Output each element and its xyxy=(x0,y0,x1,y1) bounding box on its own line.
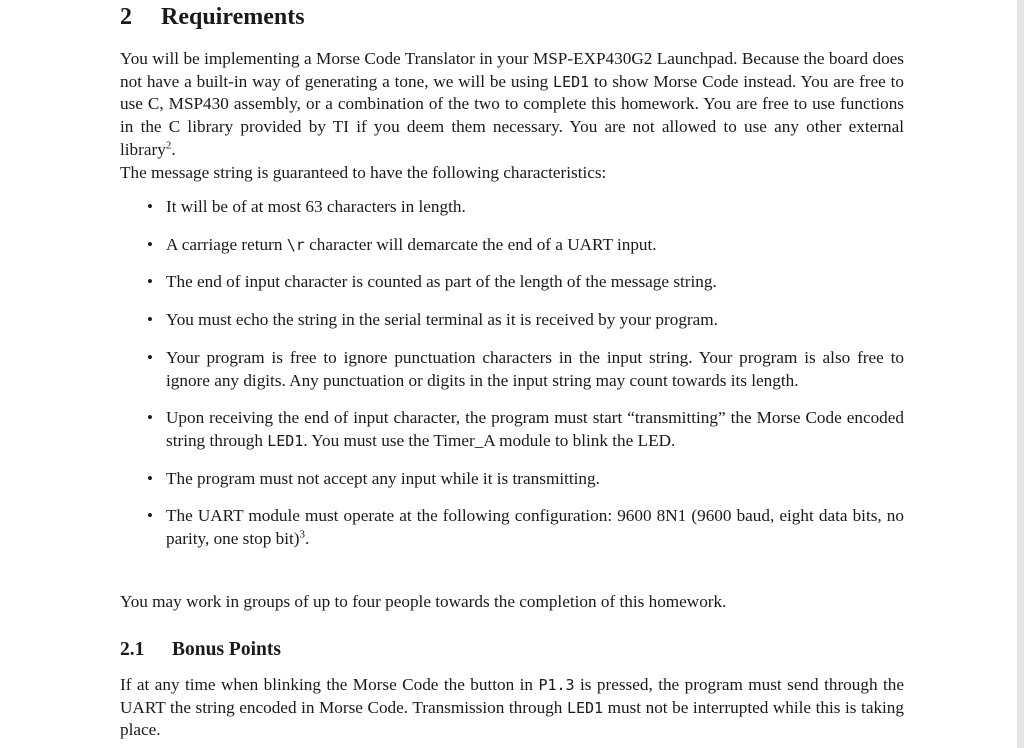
footnote-ref-3[interactable]: 3 xyxy=(299,528,305,541)
list-item xyxy=(120,309,904,332)
bonus-paragraph xyxy=(120,674,904,742)
code-led1: LED1 xyxy=(553,72,590,91)
intro-characteristics-line: The message string is guaranteed to have the following characteristics: xyxy=(120,162,607,182)
bullet-text: It will be of at most 63 characters in length. xyxy=(166,197,466,216)
list-item xyxy=(120,407,904,452)
code-led1: LED1 xyxy=(267,431,304,450)
bullet-text: character will demarcate the end of a UART input. xyxy=(304,234,657,254)
intro-paragraph xyxy=(120,48,904,184)
section-title: Requirements xyxy=(161,4,305,30)
list-item xyxy=(120,234,904,257)
page-edge-shadow xyxy=(1017,0,1024,748)
bullet-icon: • xyxy=(147,506,153,526)
bullet-icon: • xyxy=(147,468,153,488)
bullet-text: A carriage return xyxy=(166,234,287,254)
section-heading xyxy=(120,2,305,32)
bullet-text: The UART module must operate at the following configuration: 9600 8N1 (9600 baud, eight data bits, no parity, one stop bit) xyxy=(166,506,904,549)
list-item xyxy=(120,196,904,219)
bullet-text: The end of input character is counted as part of the length of the message string. xyxy=(166,272,717,292)
bullet-icon: • xyxy=(147,272,153,292)
list-item xyxy=(120,347,904,392)
bullet-icon: • xyxy=(147,408,153,428)
subsection-number: 2.1 xyxy=(120,639,145,660)
footnote-ref-2[interactable]: 2 xyxy=(165,139,172,152)
bonus-text-2: is pressed, the program must send through the UART the string encoded in Morse Code. Transmission through xyxy=(120,675,904,717)
list-item xyxy=(120,505,904,550)
code-carriage-return: \r xyxy=(286,235,305,254)
intro-text-1: You will be implementing a Morse Code Translator in your MSP-EXP430G2 Launchpad. Because the board does not have a built-in way of generating a tone, we will be using xyxy=(120,49,904,91)
bullet-icon: • xyxy=(147,197,153,216)
bullet-text: You must echo the string in the serial terminal as it is received by your program. xyxy=(166,310,718,330)
bonus-text-3: must not be interrupted while this is taking place. xyxy=(120,697,904,740)
requirements-list xyxy=(120,196,904,566)
bullet-icon: • xyxy=(147,347,153,367)
intro-text-2: to show Morse Code instead. You are free to use C, MSP430 assembly, or a combination of the two to complete this homework. You are free to use functions in the C library provided by TI if you deem them necessary. You are not allowed to use any other external library xyxy=(120,71,904,159)
subsection-title: Bonus Points xyxy=(172,639,281,660)
code-p1-3: P1.3 xyxy=(538,676,575,694)
code-led1: LED1 xyxy=(566,698,604,717)
list-item xyxy=(120,468,904,491)
bonus-text-1: If at any time when blinking the Morse Code the button in xyxy=(120,675,539,694)
bullet-text: . xyxy=(305,529,310,549)
bullet-text: Upon receiving the end of input character, the program must start “transmitting” the Morse Code encoded string through xyxy=(166,408,904,450)
bullet-text: . You must use the Timer_A module to blink the LED. xyxy=(303,430,676,450)
intro-text-3: . xyxy=(171,139,176,159)
bullet-text: Your program is free to ignore punctuation characters in the input string. Your program is also free to ignore any digits. Any punctuation or digits in the input string may count towards its length. xyxy=(166,347,904,390)
section-number: 2 xyxy=(120,4,132,30)
groups-paragraph: You may work in groups of up to four people towards the completion of this homework. xyxy=(120,592,727,611)
bullet-text: The program must not accept any input while it is transmitting. xyxy=(166,468,600,488)
list-item xyxy=(120,271,904,294)
bullet-icon: • xyxy=(147,234,153,254)
bullet-icon: • xyxy=(147,310,153,330)
subsection-heading xyxy=(120,637,281,663)
